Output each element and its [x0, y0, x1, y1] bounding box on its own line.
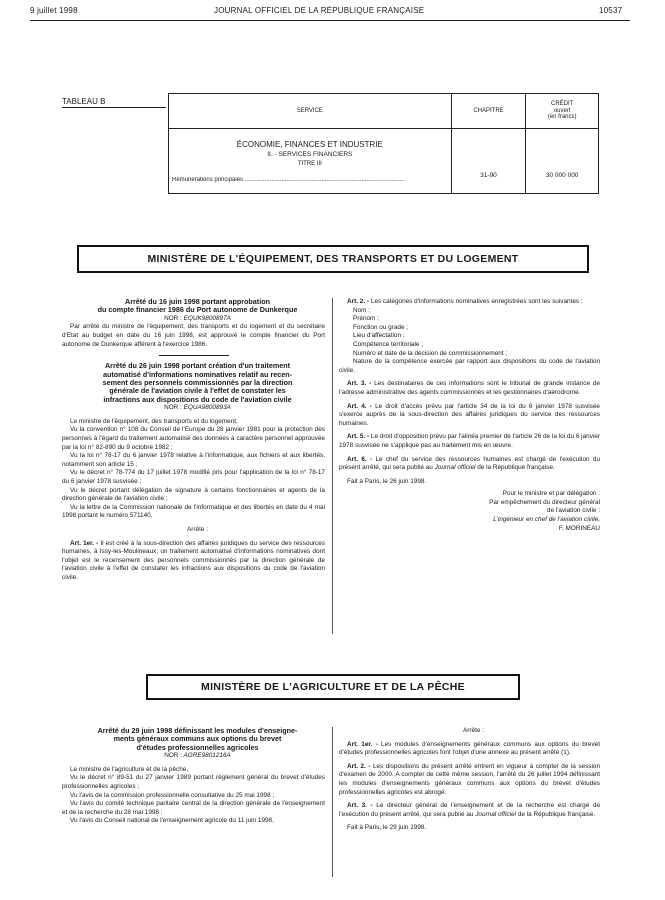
tableau-label: TABLEAU B: [62, 97, 106, 106]
arrete2-nor: [62, 404, 325, 413]
arrete2-visa-delegation: Vu le décret portant délégation de signature à certains fonctionnaires et agents de la direction générale de l'aviation civile ;: [62, 486, 325, 503]
article-text: Le droit d'accès prévu par l'article 34 de la loi du 6 janvier 1978 susvisée s'exerce auprès de la sous-direction des affaires juridiques du service des ressources humaines.: [339, 402, 600, 427]
list-item: Nature de la compétence exercée par rapport aux dispositions du code de l'aviation civile.: [339, 358, 600, 374]
table-ministry: ÉCONOMIE, FINANCES ET INDUSTRIE: [236, 140, 383, 149]
right-column-agriculture: [339, 727, 600, 833]
arrete3-article-2: [339, 763, 600, 797]
col-header-credit-line1: CRÉDIT: [550, 100, 574, 107]
arrete2-visa-minister: Le ministre de l'équipement, des transports et du logement,: [70, 417, 238, 425]
signature-line: de l'aviation civile :: [546, 507, 600, 515]
arrete3-article-1: [339, 741, 600, 758]
arrete3-title-line1: Arrêté du 29 juin 1998 définissant les modules d'enseigne-: [97, 726, 298, 735]
article-label: Art. 4. -: [347, 402, 372, 410]
nor-number: AGRE9801216A: [183, 752, 231, 760]
signature-line: Par empêchement du directeur général: [489, 498, 600, 506]
article-label: Art. 3. -: [347, 380, 372, 388]
article-label: Art. 6. -: [347, 455, 373, 463]
arrete2-article-6: [339, 456, 600, 473]
right-column-equipement: [339, 298, 600, 533]
arrete1-nor: [62, 315, 325, 324]
chapitre-value: 31-90: [480, 172, 497, 179]
nor-label: NOR :: [164, 314, 182, 322]
arrete2-title-line5: infractions aux dispositions du code de l'aviation civile: [103, 394, 292, 404]
column-divider: [332, 298, 333, 634]
header-rule: [30, 20, 630, 21]
arrete2-visa-loi: Vu la loi n° 78-17 du 6 janvier 1978 relative à l'informatique, aux fichiers et aux libertés, notamment son article 15 ;: [62, 452, 325, 468]
list-item: Compétence territoriale ;: [353, 340, 423, 348]
arrete2-categories-list: [339, 307, 600, 376]
article-text: Les dispositions du présent arrêté entrent en vigueur à compter de la session d'examen de 2000. A compter de cette même session, l'arrêté du 26 juillet 1994 définissant les modules d'enseignements généraux communs aux options du brevet d'études professionnelles agricoles est abrogé.: [339, 762, 601, 796]
signatory-name: F. MORINEAU: [558, 524, 600, 532]
article-label: Art. 5. -: [347, 433, 370, 441]
nor-label: NOR :: [164, 404, 182, 412]
article-label: Art. 1er. -: [70, 539, 99, 547]
article-label: Art. 2. -: [347, 762, 371, 770]
table-titre: TITRE III: [297, 160, 322, 167]
list-item: Fonction ou grade ;: [353, 323, 409, 331]
arrete1-paragraph: Par arrêté du ministre de l'équipement, des transports et du logement et du secrétaire d'Etat au budget en date du 16 juin 1998, est approuvé le compte financier du Port autonome de Dunkerque afférent à l'exercice 1986.: [62, 323, 325, 348]
header-page-number: 10537: [599, 6, 623, 15]
col-header-credit-line3: (en francs): [547, 114, 577, 121]
arrete2-article-5: [339, 433, 600, 450]
signature-line: L'ingénieur en chef de l'aviation civile,: [493, 516, 600, 524]
table-line-label: [172, 177, 448, 184]
article-text: Les destinataires de ces informations sont le tribunal de grande instance de l'adresse administrative des agents commissionnés et les gestionnaires d'aérodrome.: [339, 380, 600, 396]
arrete3-nor: [62, 752, 325, 761]
arrete3-visa-comite: Vu l'avis du comité technique paritaire central de la direction générale de l'enseignement et de la recherche du 28 mai 1998 ;: [62, 800, 325, 816]
chapitre-cell: [451, 129, 526, 194]
nor-number: EQUK9800897A: [183, 314, 231, 322]
article-text: Les catégories d'informations nominatives enregistrées sont les suivantes :: [370, 298, 583, 305]
list-item: Nom ;: [353, 306, 371, 314]
article-text: Il est créé à la sous-direction des affaires juridiques du service des ressources humaines, à Issy-les-Moulineaux, un traitement automatisé d'informations nominatives dont l'objet est le recensement des personnels commissionnés par la direction générale de l'aviation civile à l'effet de constater les infractions aux dispositions du code de l'aviation civile.: [62, 539, 325, 581]
arrete2-article-2: [339, 298, 600, 307]
arrete3-visa-minister: Le ministre de l'agriculture et de la pêche,: [70, 765, 189, 773]
col-header-credit: [526, 94, 599, 129]
col-header-chapitre: CHAPITRE: [451, 94, 526, 129]
arrete2-article-4: [339, 403, 600, 429]
arrete3-title-line3: d'études professionnelles agricoles: [136, 742, 259, 752]
arrete2-article-3: [339, 380, 600, 397]
article-text: Le directeur général de l'enseignement et de la recherche est chargé de l'exécution du présent arrêté, qui sera publié au: [339, 802, 600, 818]
arrete3-arrete-label: Arrête :: [463, 727, 484, 734]
journal-officiel: Journal officiel: [475, 810, 517, 818]
table-section: II. - SERVICES FINANCIERS: [267, 151, 353, 159]
article-label: Art. 3. -: [347, 802, 373, 810]
article-text: Le chef du service des ressources humaines est chargé de l'exécution du présent arrêté, qui sera publié au: [339, 455, 601, 472]
col-header-credit-line2: ouvert: [553, 107, 571, 114]
arrete3-fait: Fait à Paris, le 29 juin 1998.: [347, 824, 427, 832]
article-text-end: de la République française.: [517, 810, 596, 818]
arrete2-signature: [339, 490, 600, 533]
column-divider: [332, 727, 333, 877]
article-text: Le droit d'opposition prévu par l'alinéa premier de l'article 26 de la loi du 6 janvier 1978 susvisée ne s'applique pas au traitement mis en œuvre.: [339, 433, 601, 449]
credit-value: 30 000 000: [545, 172, 579, 179]
arrete2-title-line1: Arrêté du 26 juin 1998 portant création d'un traitement: [104, 361, 291, 371]
signature-line: Pour le ministre et par délégation :: [502, 490, 600, 498]
nor-number: EQUA9800893A: [183, 404, 231, 412]
header-date: 9 juillet 1998: [30, 6, 78, 15]
tableau-label-underline: [62, 107, 166, 108]
arrete3-visa-commission: Vu l'avis de la commission professionnelle consultative du 25 mai 1998 ;: [70, 791, 275, 799]
arrete2-fait: Fait à Paris, le 26 juin 1998.: [347, 477, 427, 485]
dot-leader: ................................................................................................: [244, 176, 405, 183]
article-label: Art. 1er. -: [347, 740, 378, 748]
col-header-service: SERVICE: [169, 94, 452, 129]
arrete2-title-line4: générale de l'aviation civile à l'effet de constater les: [109, 386, 286, 396]
journal-officiel: Journal officiel: [434, 464, 476, 472]
article-text: Les modules d'enseignements généraux communs aux options du brevet d'études professionnelles agricoles font l'objet d'une annexe au présent arrêté (1).: [339, 740, 601, 757]
service-cell: [169, 129, 452, 194]
list-item: Prénom ;: [353, 315, 379, 323]
ministry-heading-agriculture: MINISTÈRE DE L'AGRICULTURE ET DE LA PÊCHE: [146, 674, 520, 700]
arrete2-title-line3: sement des personnels commissionnés par la direction: [102, 378, 293, 387]
arrete1-title-line2: du compte financier 1986 du Port autonome de Dunkerque: [97, 305, 298, 315]
list-item: Numéro et date de la décision de commissionnement ;: [353, 349, 508, 357]
ministry-heading-equipement: MINISTÈRE DE L'ÉQUIPEMENT, DES TRANSPORTS ET DU LOGEMENT: [77, 245, 589, 273]
arrete2-arrete-label: Arrête :: [187, 525, 208, 533]
arrete2-title-line2: automatisé d'informations nominatives relatif au recen-: [102, 369, 293, 379]
arrete2-visa-cnil: Vu la lettre de la Commission nationale de l'informatique et des libertés en date du 4 mai 1998 portant le numéro 571140,: [62, 503, 325, 520]
arrete2-visa-decret: Vu le décret n° 78-774 du 17 juillet 1978 modifié pris pour l'application de la loi n° 78-17 du 6 janvier 1978 susvisée ;: [62, 469, 325, 485]
header-journal-title: JOURNAL OFFICIEL DE LA RÉPUBLIQUE FRANÇAISE: [214, 6, 425, 15]
article-label: Art. 2. -: [347, 298, 370, 305]
left-column-agriculture: [62, 727, 325, 826]
arrete3-visa-conseil: Vu l'avis du Conseil national de l'enseignement agricole du 11 juin 1998,: [70, 817, 274, 825]
arrete3-article-3: [339, 802, 600, 819]
arrete2-article-1: [62, 540, 325, 583]
credit-cell: [526, 129, 599, 194]
separator: [159, 355, 229, 356]
left-column-equipement: [62, 298, 325, 583]
line-label-text: Rémunérations principales: [172, 176, 244, 183]
nor-label: NOR :: [164, 752, 182, 760]
credit-table: [168, 93, 599, 194]
arrete1-title-line1: Arrêté du 16 juin 1998 portant approbation: [125, 297, 270, 306]
arrete3-visa-decret: Vu le décret n° 89-51 du 27 janvier 1989 portant règlement général du brevet d'études professionnelles agricoles ;: [62, 774, 325, 790]
arrete3-title-line2: ments généraux communs aux options du brevet: [113, 734, 282, 744]
arrete2-visa-convention: Vu la convention n° 108 du Conseil de l'Europe du 28 janvier 1981 pour la protection des personnes à l'égard du traitement automatisé des données à caractère personnel approuvée par la loi n° 82-890 du 9 octobre 1982 ;: [62, 426, 325, 451]
article-text-end: de la République française.: [477, 464, 555, 472]
list-item: Lieu d'affectation ;: [353, 332, 405, 340]
